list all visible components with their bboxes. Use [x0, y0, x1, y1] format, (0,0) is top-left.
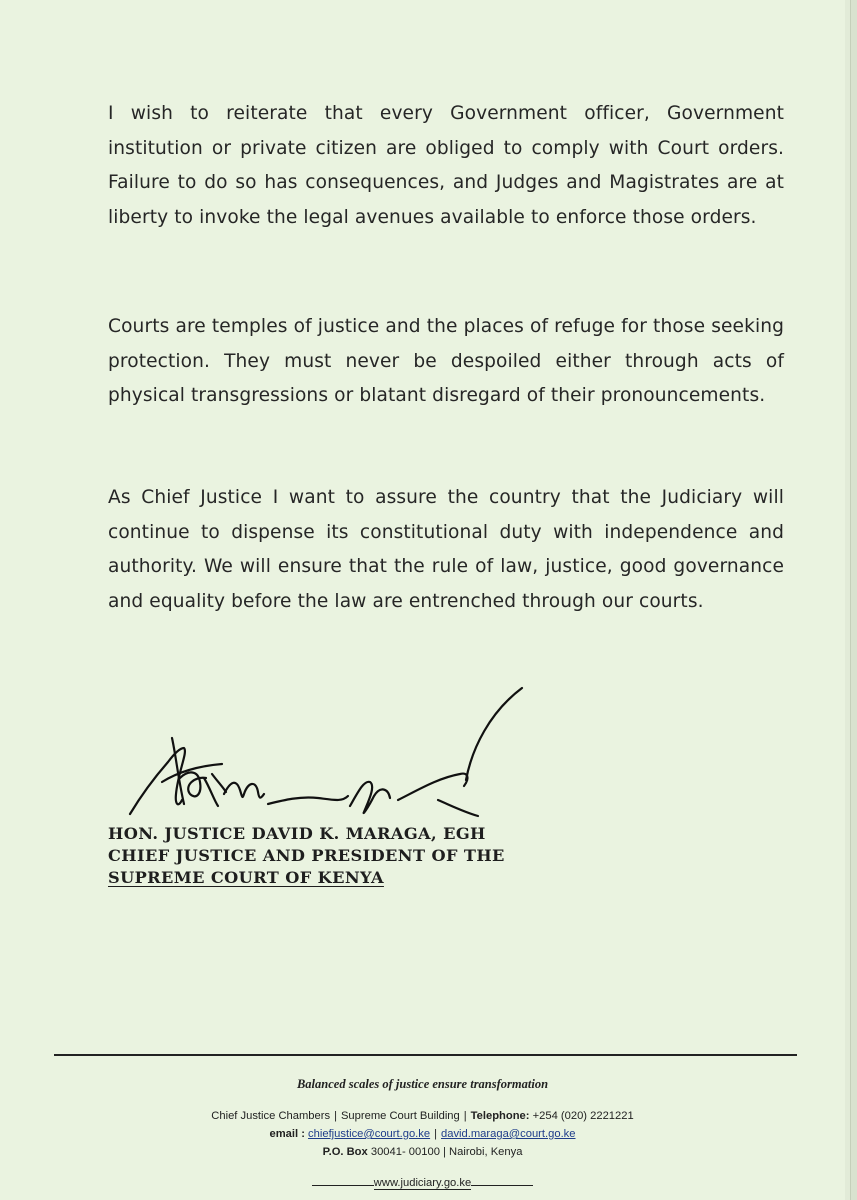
body-paragraph-1: I wish to reiterate that every Government officer, Government institution or private citizen are obliged to comply with Court orders. Failure to do so has consequences, and Judges and Magistrates are at liberty to invoke the legal avenues available to enforce those orders. [108, 103, 784, 228]
body-paragraph-3: As Chief Justice I want to assure the country that the Judiciary will continue to dispense its constitutional duty with independence and authority. We will ensure that the rule of law, justice, good governance and equality before the law are entrenched through our courts. [108, 487, 784, 612]
footer-website-line [0, 1177, 845, 1189]
email-link-maraga[interactable]: david.maraga@court.go.ke [441, 1128, 576, 1140]
page-edge-shadow [851, 0, 857, 1200]
footer-divider [54, 1054, 797, 1056]
footer-building: Supreme Court Building [340, 1110, 460, 1122]
signatory-institution: SUPREME COURT OF KENYA [108, 868, 384, 887]
footer-motto: Balanced scales of justice ensure transformation [296, 1077, 549, 1091]
footer-telephone-label: Telephone: [470, 1110, 530, 1122]
signatory-block [108, 823, 505, 889]
signatory-title: CHIEF JUSTICE AND PRESIDENT OF THE [108, 846, 505, 865]
footer-po-address: 30041- 00100 | Nairobi, Kenya [370, 1146, 523, 1158]
email-link-chiefjustice[interactable]: chiefjustice@court.go.ke [308, 1128, 431, 1140]
footer-address-line: Chief Justice Chambers | Supreme Court Building | Telephone: +254 (020) 2221221 [211, 1110, 634, 1122]
footer-postal-line [0, 1146, 845, 1158]
footer-chambers: Chief Justice Chambers [211, 1110, 331, 1122]
footer-email-line: email : chiefjustice@court.go.ke | david.maraga@court.go.ke [269, 1128, 576, 1140]
body-paragraph-2: Courts are temples of justice and the places of refuge for those seeking protection. They must never be despoiled either through acts of physical transgressions or blatant disregard of their pronouncements. [108, 316, 784, 406]
footer-telephone: +254 (020) 2221221 [532, 1110, 634, 1122]
signatory-name: HON. JUSTICE DAVID K. MARAGA, EGH [108, 824, 486, 843]
footer-po-label: P.O. Box [322, 1146, 368, 1158]
blank-line [312, 1185, 374, 1186]
blank-line [471, 1185, 533, 1186]
handwritten-signature [118, 682, 538, 832]
website-link[interactable]: www.judiciary.go.ke [373, 1177, 472, 1189]
footer-email-label: email : [269, 1128, 305, 1140]
